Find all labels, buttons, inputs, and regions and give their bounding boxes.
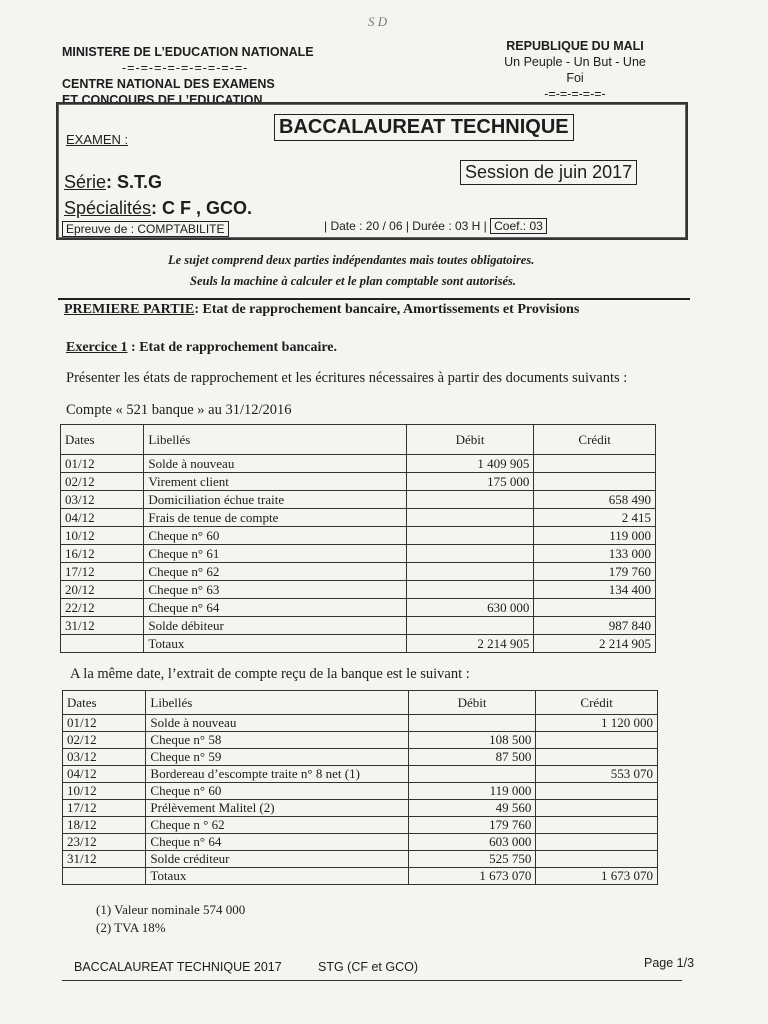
col-header-libelles: Libellés (146, 691, 408, 715)
republic-block (500, 38, 650, 102)
table-row (61, 527, 656, 545)
cell-libelle: Bordereau d’escompte traite n° 8 net (1) (146, 766, 408, 783)
examen-label: EXAMEN : (66, 132, 129, 147)
footnote-1: (1) Valeur nominale 574 000 (96, 902, 246, 917)
table-row (63, 766, 658, 783)
table-row (61, 581, 656, 599)
bank-statement-table (62, 690, 658, 885)
cell-credit (536, 749, 658, 766)
table-row (63, 868, 658, 885)
cell-debit: 1 673 070 (408, 868, 536, 885)
ministry-name: MINISTERE DE L’EDUCATION NATIONALE (62, 45, 314, 59)
cell-libelle: Solde à nouveau (146, 715, 408, 732)
epreuve-field: Epreuve de : COMPTABILITE (62, 221, 229, 237)
cell-date: 20/12 (61, 581, 144, 599)
exercise-label: Exercice 1 (66, 340, 128, 355)
exercise-instruction: Présenter les états de rapprochement et les écritures nécessaires à partir des documents suivants : (66, 370, 628, 386)
cell-debit: 175 000 (406, 473, 534, 491)
cell-date: 04/12 (63, 766, 146, 783)
table-row (63, 800, 658, 817)
col-header-dates: Dates (61, 425, 144, 455)
table-row (61, 455, 656, 473)
cell-debit (408, 715, 536, 732)
cell-credit (536, 851, 658, 868)
col-header-debit: Débit (408, 691, 536, 715)
cell-credit: 1 673 070 (536, 868, 658, 885)
cell-debit (406, 545, 534, 563)
cell-date (63, 868, 146, 885)
table-row (61, 473, 656, 491)
cell-libelle: Cheque n° 60 (144, 527, 406, 545)
cell-date: 04/12 (61, 509, 144, 527)
serie-line (64, 172, 162, 193)
col-header-dates: Dates (63, 691, 146, 715)
cell-debit (406, 509, 534, 527)
cell-date: 01/12 (61, 455, 144, 473)
cell-date: 03/12 (63, 749, 146, 766)
date-duration-line (324, 219, 547, 233)
cell-credit: 119 000 (534, 527, 656, 545)
handwritten-mark: S D (368, 14, 388, 29)
centre-name-line2: ET CONCOURS DE L’EDUCATION (62, 93, 263, 107)
exam-title: BACCALAUREAT TECHNIQUE (274, 114, 574, 141)
cell-libelle: Solde créditeur (146, 851, 408, 868)
part-heading (64, 302, 579, 318)
cell-debit (408, 766, 536, 783)
footer-rule (62, 980, 682, 981)
cell-date: 31/12 (61, 617, 144, 635)
exam-date: | Date : 20 / 06 | (324, 219, 409, 233)
footnote-2: (2) TVA 18% (96, 920, 166, 935)
table-row (61, 635, 656, 653)
bank-statement-caption: A la même date, l’extrait de compte reçu de la banque est le suivant : (70, 666, 470, 682)
cell-date: 22/12 (61, 599, 144, 617)
cell-credit: 658 490 (534, 491, 656, 509)
cell-credit: 2 214 905 (534, 635, 656, 653)
cell-date: 18/12 (63, 817, 146, 834)
table-row (63, 783, 658, 800)
col-header-credit: Crédit (534, 425, 656, 455)
republic-motto: Un Peuple - Un But - Une Foi (504, 55, 646, 85)
cell-debit: 2 214 905 (406, 635, 534, 653)
serie-value: : S.T.G (106, 172, 163, 192)
account-caption: Compte « 521 banque » au 31/12/2016 (66, 402, 292, 418)
cell-libelle: Cheque n° 63 (144, 581, 406, 599)
cell-debit (406, 617, 534, 635)
cell-date: 16/12 (61, 545, 144, 563)
cell-debit: 603 000 (408, 834, 536, 851)
separator-right: -=-=-=-=-=- (544, 87, 606, 101)
cell-credit (534, 473, 656, 491)
cell-debit: 108 500 (408, 732, 536, 749)
table-row (61, 563, 656, 581)
cell-debit (406, 491, 534, 509)
table-row (61, 617, 656, 635)
cell-libelle: Cheque n° 60 (146, 783, 408, 800)
cell-date: 02/12 (63, 732, 146, 749)
table-row (63, 749, 658, 766)
cell-libelle: Solde à nouveau (144, 455, 406, 473)
cell-date: 03/12 (61, 491, 144, 509)
cell-debit: 630 000 (406, 599, 534, 617)
table-row (61, 509, 656, 527)
table-row (61, 491, 656, 509)
cell-libelle: Cheque n° 58 (146, 732, 408, 749)
cell-libelle: Cheque n° 61 (144, 545, 406, 563)
table-row (63, 732, 658, 749)
cell-credit (534, 455, 656, 473)
cell-credit (536, 834, 658, 851)
specialites-line (64, 198, 252, 219)
table-row (63, 715, 658, 732)
part-label: PREMIERE PARTIE (64, 302, 195, 317)
cell-date: 17/12 (63, 800, 146, 817)
table-row (61, 599, 656, 617)
cell-date: 31/12 (63, 851, 146, 868)
bank-account-table (60, 424, 656, 653)
cell-credit (536, 732, 658, 749)
cell-libelle: Cheque n° 64 (146, 834, 408, 851)
cell-libelle: Solde débiteur (144, 617, 406, 635)
cell-credit: 987 840 (534, 617, 656, 635)
cell-credit (536, 817, 658, 834)
cell-date: 01/12 (63, 715, 146, 732)
separator-left: -=-=-=-=-=-=-=-=-=- (122, 61, 249, 75)
cell-date: 17/12 (61, 563, 144, 581)
cell-date: 23/12 (63, 834, 146, 851)
col-header-credit: Crédit (536, 691, 658, 715)
cell-date: 10/12 (63, 783, 146, 800)
cell-date (61, 635, 144, 653)
footer-exam: BACCALAUREAT TECHNIQUE 2017 (74, 960, 282, 974)
table-row (63, 851, 658, 868)
cell-debit: 525 750 (408, 851, 536, 868)
specialites-value: : C F , GCO. (151, 198, 253, 218)
cell-date: 02/12 (61, 473, 144, 491)
republic-name: REPUBLIQUE DU MALI (506, 39, 644, 53)
part-title: : Etat de rapprochement bancaire, Amortissements et Provisions (194, 302, 580, 317)
cell-libelle: Totaux (146, 868, 408, 885)
cell-credit (536, 783, 658, 800)
col-header-libelles: Libellés (144, 425, 406, 455)
table-row (61, 545, 656, 563)
table-header-row (63, 691, 658, 715)
note-line1: Le sujet comprend deux parties indépendantes mais toutes obligatoires. (168, 253, 535, 267)
cell-debit: 1 409 905 (406, 455, 534, 473)
page-number: Page 1/3 (644, 956, 695, 970)
cell-credit (534, 599, 656, 617)
cell-credit: 2 415 (534, 509, 656, 527)
cell-debit: 87 500 (408, 749, 536, 766)
footer-series: STG (CF et GCO) (318, 960, 418, 974)
table-row (63, 817, 658, 834)
cell-libelle: Cheque n° 62 (144, 563, 406, 581)
cell-debit (406, 563, 534, 581)
cell-credit: 1 120 000 (536, 715, 658, 732)
cell-debit: 49 560 (408, 800, 536, 817)
cell-libelle: Cheque n° 64 (144, 599, 406, 617)
cell-credit: 133 000 (534, 545, 656, 563)
cell-libelle: Virement client (144, 473, 406, 491)
cell-credit: 553 070 (536, 766, 658, 783)
cell-credit (536, 800, 658, 817)
exercise-heading (66, 340, 337, 356)
section-divider (58, 298, 690, 300)
cell-debit: 179 760 (408, 817, 536, 834)
centre-name-line1: CENTRE NATIONAL DES EXAMENS (62, 77, 275, 91)
table-header-row (61, 425, 656, 455)
issuer-block (62, 44, 314, 108)
exercise-title: : Etat de rapprochement bancaire. (127, 340, 338, 355)
exam-duration: Durée : 03 H | (412, 219, 487, 233)
cell-libelle: Cheque n° 59 (146, 749, 408, 766)
table-row (63, 834, 658, 851)
cell-libelle: Cheque n ° 62 (146, 817, 408, 834)
cell-debit (406, 527, 534, 545)
cell-libelle: Prélèvement Malitel (2) (146, 800, 408, 817)
col-header-debit: Débit (406, 425, 534, 455)
exam-coef: Coef.: 03 (490, 218, 547, 234)
cell-debit: 119 000 (408, 783, 536, 800)
cell-libelle: Totaux (144, 635, 406, 653)
exam-session: Session de juin 2017 (460, 160, 637, 185)
cell-date: 10/12 (61, 527, 144, 545)
note-line2: Seuls la machine à calculer et le plan comptable sont autorisés. (190, 274, 517, 288)
cell-credit: 134 400 (534, 581, 656, 599)
serie-label: Série (64, 172, 107, 192)
cell-debit (406, 581, 534, 599)
specialites-label: Spécialités (64, 198, 152, 218)
cell-libelle: Domiciliation échue traite (144, 491, 406, 509)
cell-libelle: Frais de tenue de compte (144, 509, 406, 527)
cell-credit: 179 760 (534, 563, 656, 581)
